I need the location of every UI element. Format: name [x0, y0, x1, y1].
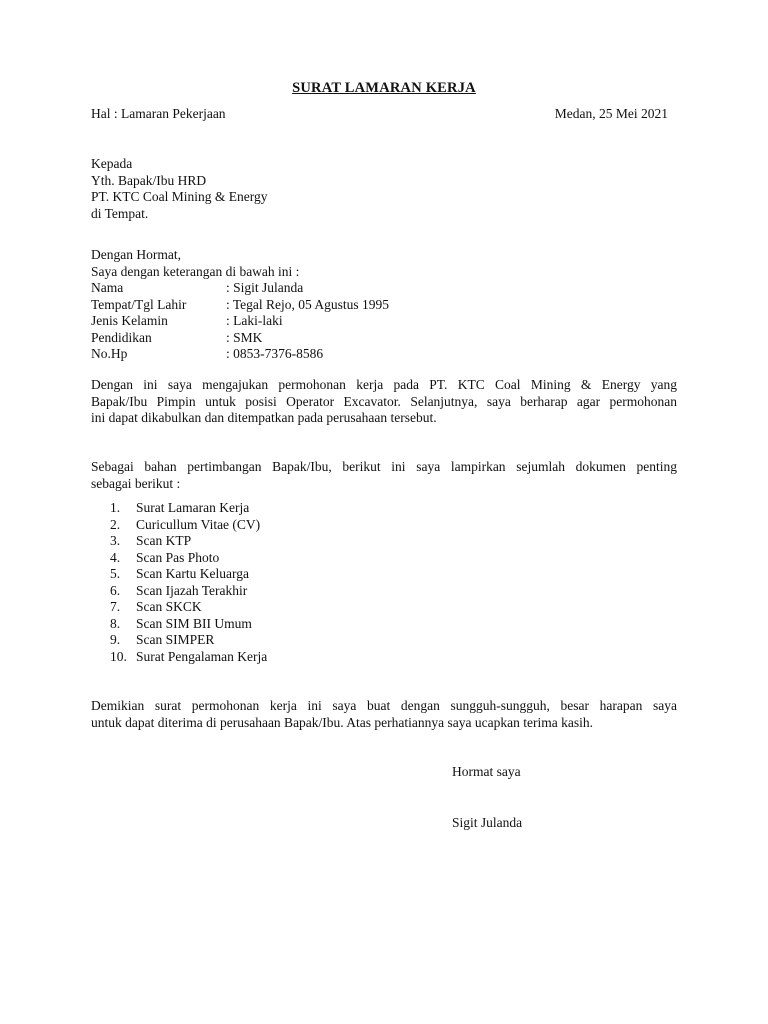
recipient-line: PT. KTC Coal Mining & Energy: [91, 189, 268, 204]
identity-value: : Sigit Julanda: [226, 280, 304, 295]
list-text: Curicullum Vitae (CV): [136, 516, 261, 532]
identity-value: : Tegal Rejo, 05 Agustus 1995: [226, 296, 390, 312]
sign-off: Hormat saya: [452, 764, 521, 779]
list-item: [110, 616, 267, 633]
list-item: [110, 533, 267, 550]
identity-label: Pendidikan: [91, 329, 152, 345]
list-text: Scan Kartu Keluarga: [136, 566, 249, 581]
list-item: [110, 632, 267, 649]
list-number: 6.: [110, 582, 121, 598]
identity-block: [91, 247, 389, 363]
identity-value: : Laki-laki: [226, 313, 283, 328]
recipient-block: [91, 156, 268, 222]
list-item: [110, 550, 267, 567]
recipient-line: Kepada: [91, 156, 133, 171]
place-date: Medan, 25 Mei 2021: [554, 106, 668, 121]
list-number: 9.: [110, 632, 121, 647]
list-text: Surat Pengalaman Kerja: [136, 648, 268, 664]
list-item: [110, 583, 267, 600]
identity-value: : 0853-7376-8586: [226, 346, 324, 361]
list-text: Scan Pas Photo: [136, 549, 220, 565]
list-text: Scan SIM BII Umum: [136, 615, 252, 631]
list-number: 8.: [110, 615, 121, 631]
list-item: [110, 649, 267, 666]
intro-text: Saya dengan keterangan di bawah ini :: [91, 263, 300, 279]
identity-row: [91, 280, 389, 297]
identity-row: [91, 297, 389, 314]
identity-label: Nama: [91, 280, 124, 295]
list-number: 7.: [110, 599, 121, 614]
paragraph-line: untuk dapat diterima di perusahaan Bapak/Ibu. Atas perhatiannya saya ucapkan terima kasih.: [91, 714, 593, 730]
list-text: Scan KTP: [136, 533, 192, 548]
list-number: 4.: [110, 549, 121, 565]
list-item: [110, 500, 267, 517]
identity-row: [91, 313, 389, 330]
list-item: [110, 566, 267, 583]
document-list: [110, 500, 267, 665]
paragraph-line: Sebagai bahan pertimbangan Bapak/Ibu, berikut ini saya lampirkan sejumlah dokumen penting: [91, 459, 677, 474]
paragraph-line: sebagai berikut :: [91, 475, 181, 491]
application-paragraph: [91, 377, 677, 427]
list-number: 1.: [110, 500, 121, 515]
signer-name: Sigit Julanda: [452, 815, 523, 830]
paragraph-line: ini dapat dikabulkan dan ditempatkan pada perusahaan tersebut.: [91, 410, 437, 425]
identity-label: No.Hp: [91, 346, 128, 361]
list-item: [110, 599, 267, 616]
identity-row: [91, 346, 389, 363]
list-text: Scan Ijazah Terakhir: [136, 582, 248, 598]
subject-line: Hal : Lamaran Pekerjaan: [91, 106, 226, 121]
paragraph-line: Demikian surat permohonan kerja ini saya buat dengan sungguh-sungguh, besar harapan saya: [91, 698, 677, 713]
identity-row: [91, 330, 389, 347]
list-number: 5.: [110, 566, 121, 581]
list-item: [110, 517, 267, 534]
identity-label: Tempat/Tgl Lahir: [91, 296, 187, 312]
letter-title: SURAT LAMARAN KERJA: [292, 80, 476, 96]
recipient-line: Yth. Bapak/Ibu HRD: [91, 172, 207, 188]
list-text: Scan SIMPER: [136, 632, 215, 647]
attachments-paragraph: [91, 459, 677, 492]
paragraph-line: Bapak/Ibu Pimpin untuk posisi Operator Excavator. Selanjutnya, saya berharap agar permohonan: [91, 393, 677, 409]
list-text: Scan SKCK: [136, 599, 202, 614]
list-text: Surat Lamaran Kerja: [136, 500, 250, 515]
list-number: 10.: [110, 648, 127, 664]
closing-paragraph: [91, 698, 677, 731]
greeting: Dengan Hormat,: [91, 247, 181, 262]
list-number: 2.: [110, 516, 121, 532]
identity-value: : SMK: [226, 329, 263, 345]
identity-label: Jenis Kelamin: [91, 313, 168, 328]
recipient-line: di Tempat.: [91, 205, 149, 221]
paragraph-line: Dengan ini saya mengajukan permohonan kerja pada PT. KTC Coal Mining & Energy yang: [91, 377, 677, 392]
list-number: 3.: [110, 533, 121, 548]
